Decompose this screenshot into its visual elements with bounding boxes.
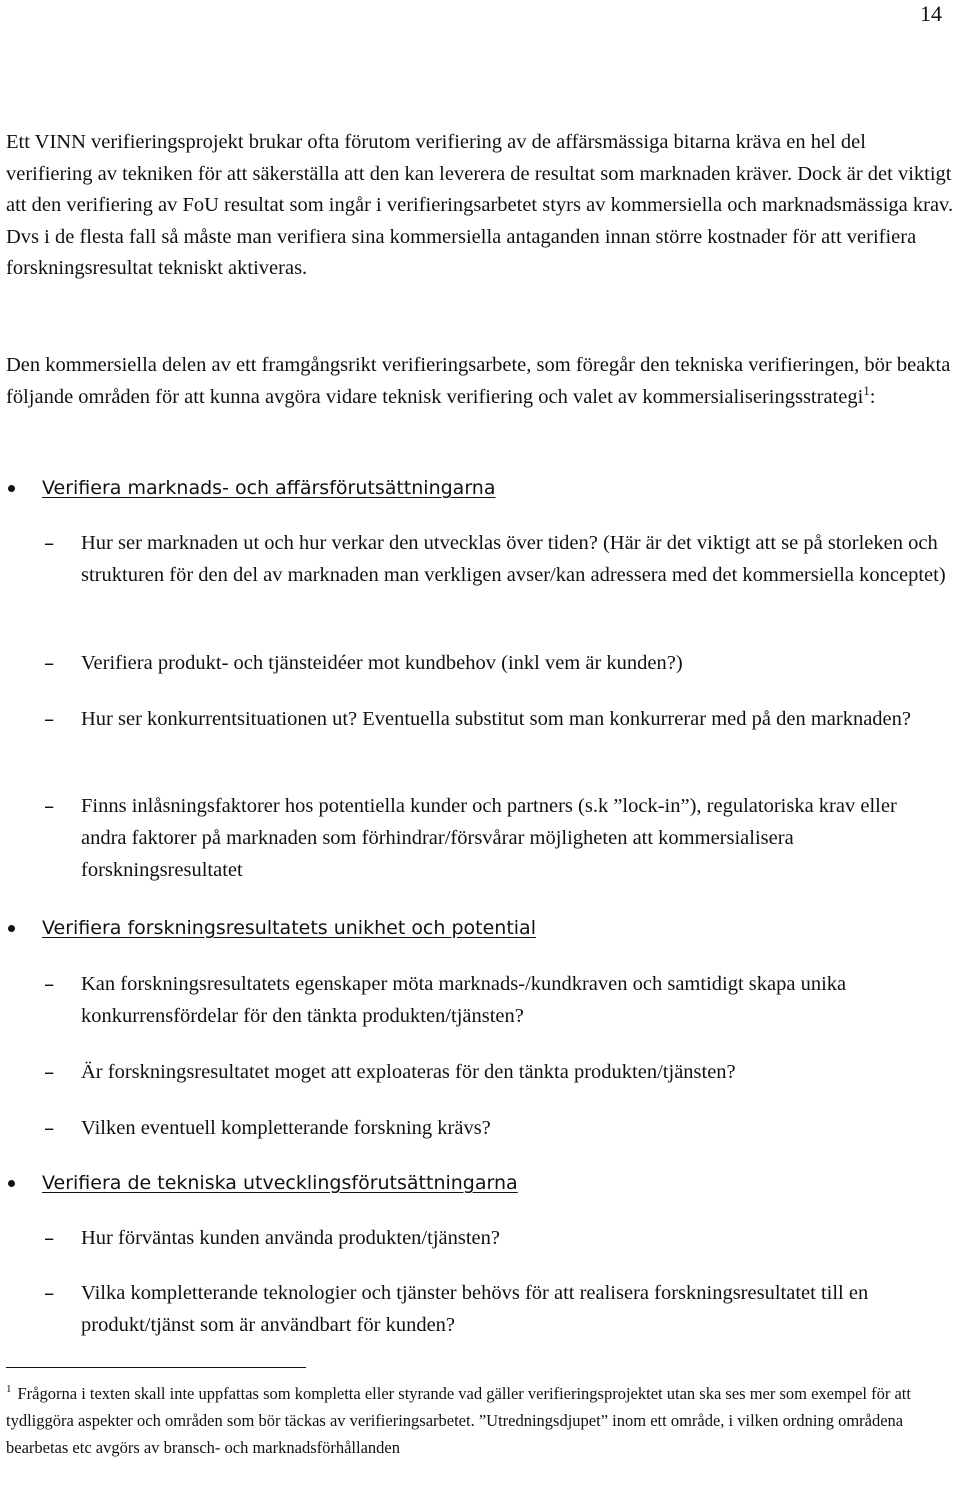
list-item-text: Hur ser konkurrentsituationen ut? Eventuella substitut som man konkurrerar med på den marknaden? bbox=[81, 708, 912, 730]
dash-icon: – bbox=[44, 794, 55, 818]
list-item-text: Hur ser marknaden ut och hur verkar den utvecklas över tiden? (Här är det viktigt att se på storleken och strukturen för den del av marknaden man verkligen avser/kan adressera med det kommersiella konceptet) bbox=[81, 532, 946, 586]
list-item bbox=[6, 1112, 946, 1144]
footnote-divider bbox=[6, 1367, 306, 1368]
bullet-icon bbox=[8, 1180, 15, 1187]
footnote-number: 1 bbox=[6, 1383, 12, 1395]
list-item bbox=[6, 1222, 946, 1254]
page-number: 14 bbox=[920, 1, 942, 26]
section-heading-label: Verifiera forskningsresultatets unikhet och potential bbox=[42, 917, 536, 939]
commercial-paragraph-text: Den kommersiella delen av ett framgångsrikt verifieringsarbete, som föregår den tekniska verifieringen, bör beakta följande områden för att kunna avgöra vidare teknisk verifiering och valet av kommersialiseringsstrategi bbox=[6, 354, 951, 408]
list-item-text: Kan forskningsresultatets egenskaper möta marknads-/kundkraven och samtidigt skapa unika konkurrensfördelar för den tänkta produkten/tjänsten? bbox=[81, 973, 847, 1027]
section-heading-label: Verifiera marknads- och affärsförutsättningarna bbox=[42, 477, 496, 499]
dash-icon: – bbox=[44, 1060, 55, 1084]
dash-icon: – bbox=[44, 531, 55, 555]
footnote-reference: 1 bbox=[863, 382, 870, 398]
commercial-paragraph bbox=[6, 350, 956, 413]
section-heading-label: Verifiera de tekniska utvecklingsförutsättningarna bbox=[42, 1172, 518, 1194]
list-item-text: Vilken eventuell kompletterande forskning krävs? bbox=[81, 1117, 491, 1139]
list-item bbox=[6, 703, 946, 735]
dash-icon: – bbox=[44, 707, 55, 731]
list-item bbox=[6, 968, 946, 1032]
list-item bbox=[6, 647, 946, 679]
dash-icon: – bbox=[44, 972, 55, 996]
dash-icon: – bbox=[44, 651, 55, 675]
bullet-icon bbox=[8, 925, 15, 932]
dash-icon: – bbox=[44, 1226, 55, 1250]
dash-icon: – bbox=[44, 1116, 55, 1140]
list-item-text: Vilka kompletterande teknologier och tjänster behövs för att realisera forskningsresultatet till en produkt/tjänst som är användbart för kunden? bbox=[81, 1282, 869, 1336]
intro-paragraph: Ett VINN verifieringsprojekt brukar ofta förutom verifiering av de affärsmässiga bitarna kräva en hel del verifiering av tekniken för att säkerställa att den kan leverera de resultat som marknaden kräver. Dock är det viktigt att den verifiering av FoU resultat som ingår i verifieringsarbetet styrs av kommersiella och marknadsmässiga krav. Dvs i de flesta fall så måste man verifiera sina kommersiella antaganden innan större kostnader för att verifiera forskningsresultat tekniskt aktiveras. bbox=[6, 131, 954, 279]
commercial-paragraph-suffix: : bbox=[869, 385, 876, 408]
footnote-text: Frågorna i texten skall inte uppfattas som kompletta eller styrande vad gäller verifieringsprojektet utan ska ses mer som exempel för att tydliggöra aspekter och områden som bör täckas av verifieringsarbetet. ”Utredningsdjupet” inom ett område, i vilken ordning områdena bearbetas etc avgörs av bransch- och marknadsförhållanden bbox=[6, 1384, 911, 1457]
list-item bbox=[6, 527, 946, 591]
list-item-text: Hur förväntas kunden använda produkten/tjänsten? bbox=[81, 1227, 500, 1249]
bullet-icon bbox=[8, 485, 15, 492]
list-item bbox=[6, 1277, 946, 1341]
list-item bbox=[6, 790, 946, 886]
footnote bbox=[6, 1380, 956, 1461]
list-item-text: Verifiera produkt- och tjänsteidéer mot kundbehov (inkl vem är kunden?) bbox=[81, 652, 683, 674]
list-item-text: Är forskningsresultatet moget att exploateras för den tänkta produkten/tjänsten? bbox=[81, 1061, 736, 1083]
list-item-text: Finns inlåsningsfaktorer hos potentiella kunder och partners (s.k ”lock-in”), regulatoriska krav eller andra faktorer på marknaden som förhindrar/försvårar möjligheten att kommersialisera forskningsresultatet bbox=[81, 795, 897, 881]
list-item bbox=[6, 1056, 946, 1088]
dash-icon: – bbox=[44, 1281, 55, 1305]
